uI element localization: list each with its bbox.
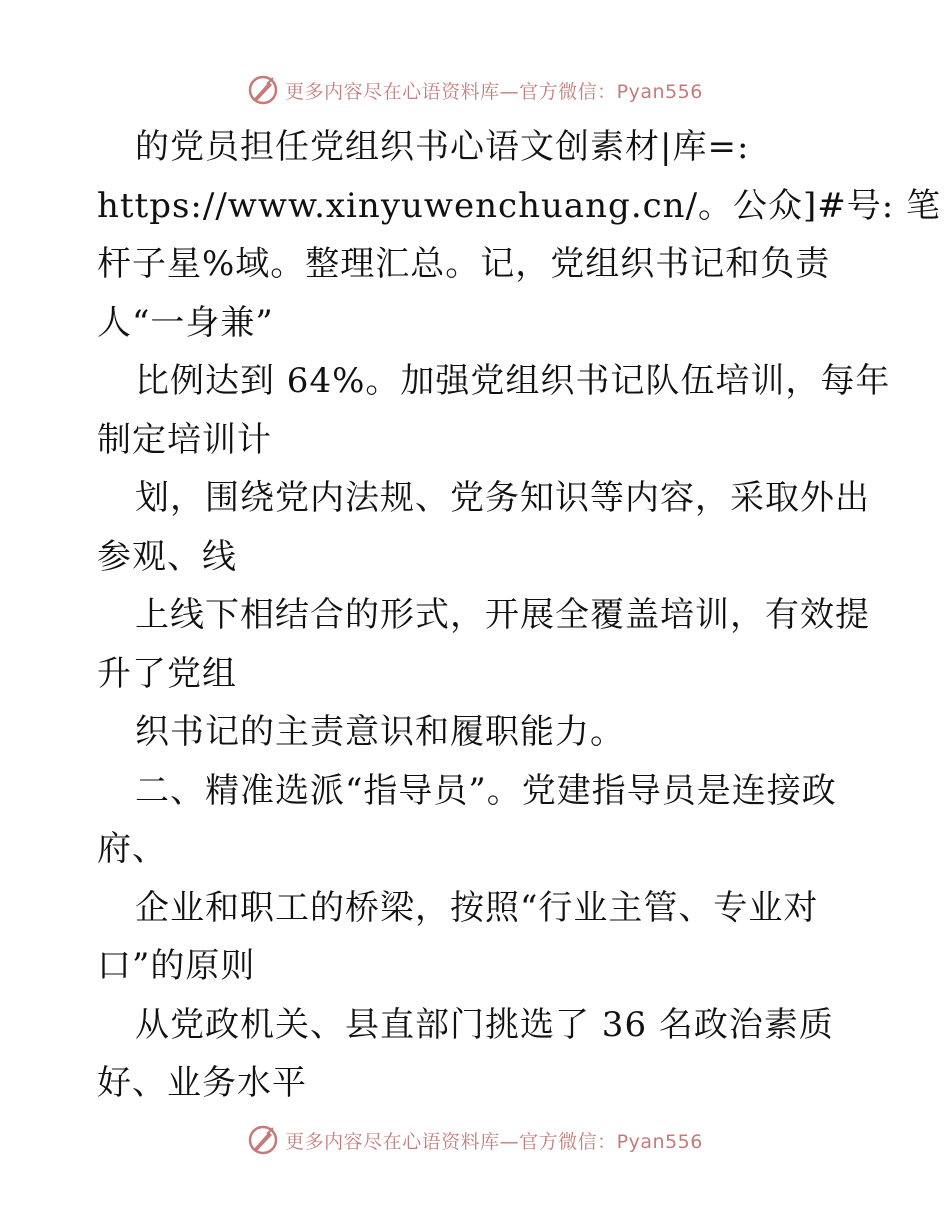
text-line: 参观、线 bbox=[97, 536, 237, 577]
header-banner bbox=[0, 70, 950, 110]
text-line: 从党政机关、县直部门挑选了 36 名政治素质 bbox=[135, 1004, 834, 1045]
text-line: 二、精准选派“指导员”。党建指导员是连接政 bbox=[135, 770, 837, 811]
text-line: 制定培训计 bbox=[97, 419, 272, 460]
header-banner-text: 更多内容尽在心语资料库—官方微信：Pyan556 bbox=[285, 80, 703, 103]
text-line: 比例达到 64%。加强党组织书记队伍培训，每年 bbox=[135, 361, 891, 401]
text-line: 企业和职工的桥梁，按照“行业主管、专业对 bbox=[135, 887, 819, 928]
footer-banner bbox=[0, 1120, 950, 1160]
text-line: 划，围绕党内法规、党务知识等内容，采取外出 bbox=[135, 478, 870, 518]
text-line-link: https://www.xinyuwenchuang.cn/。公众]#号: 笔 bbox=[97, 185, 942, 226]
text-line: 人“一身兼” bbox=[97, 302, 274, 343]
text-line: 织书记的主责意识和履职能力。 bbox=[135, 712, 625, 752]
text-line: 的党员担任党组织书心语文创素材|库=: bbox=[135, 127, 750, 167]
text-line: 上线下相结合的形式，开展全覆盖培训，有效提 bbox=[135, 595, 870, 635]
text-line: 好、业务水平 bbox=[97, 1063, 307, 1103]
quill-logo-icon bbox=[247, 74, 279, 106]
document-body bbox=[97, 118, 942, 1113]
text-line: 府、 bbox=[97, 829, 167, 869]
quill-logo-icon bbox=[247, 1124, 279, 1156]
text-line: 口”的原则 bbox=[97, 946, 256, 986]
footer-banner-text: 更多内容尽在心语资料库—官方微信：Pyan556 bbox=[285, 1130, 703, 1153]
text-line: 杆子星%域。整理汇总。记，党组织书记和负责 bbox=[97, 244, 831, 284]
text-line: 升了党组 bbox=[97, 653, 237, 694]
